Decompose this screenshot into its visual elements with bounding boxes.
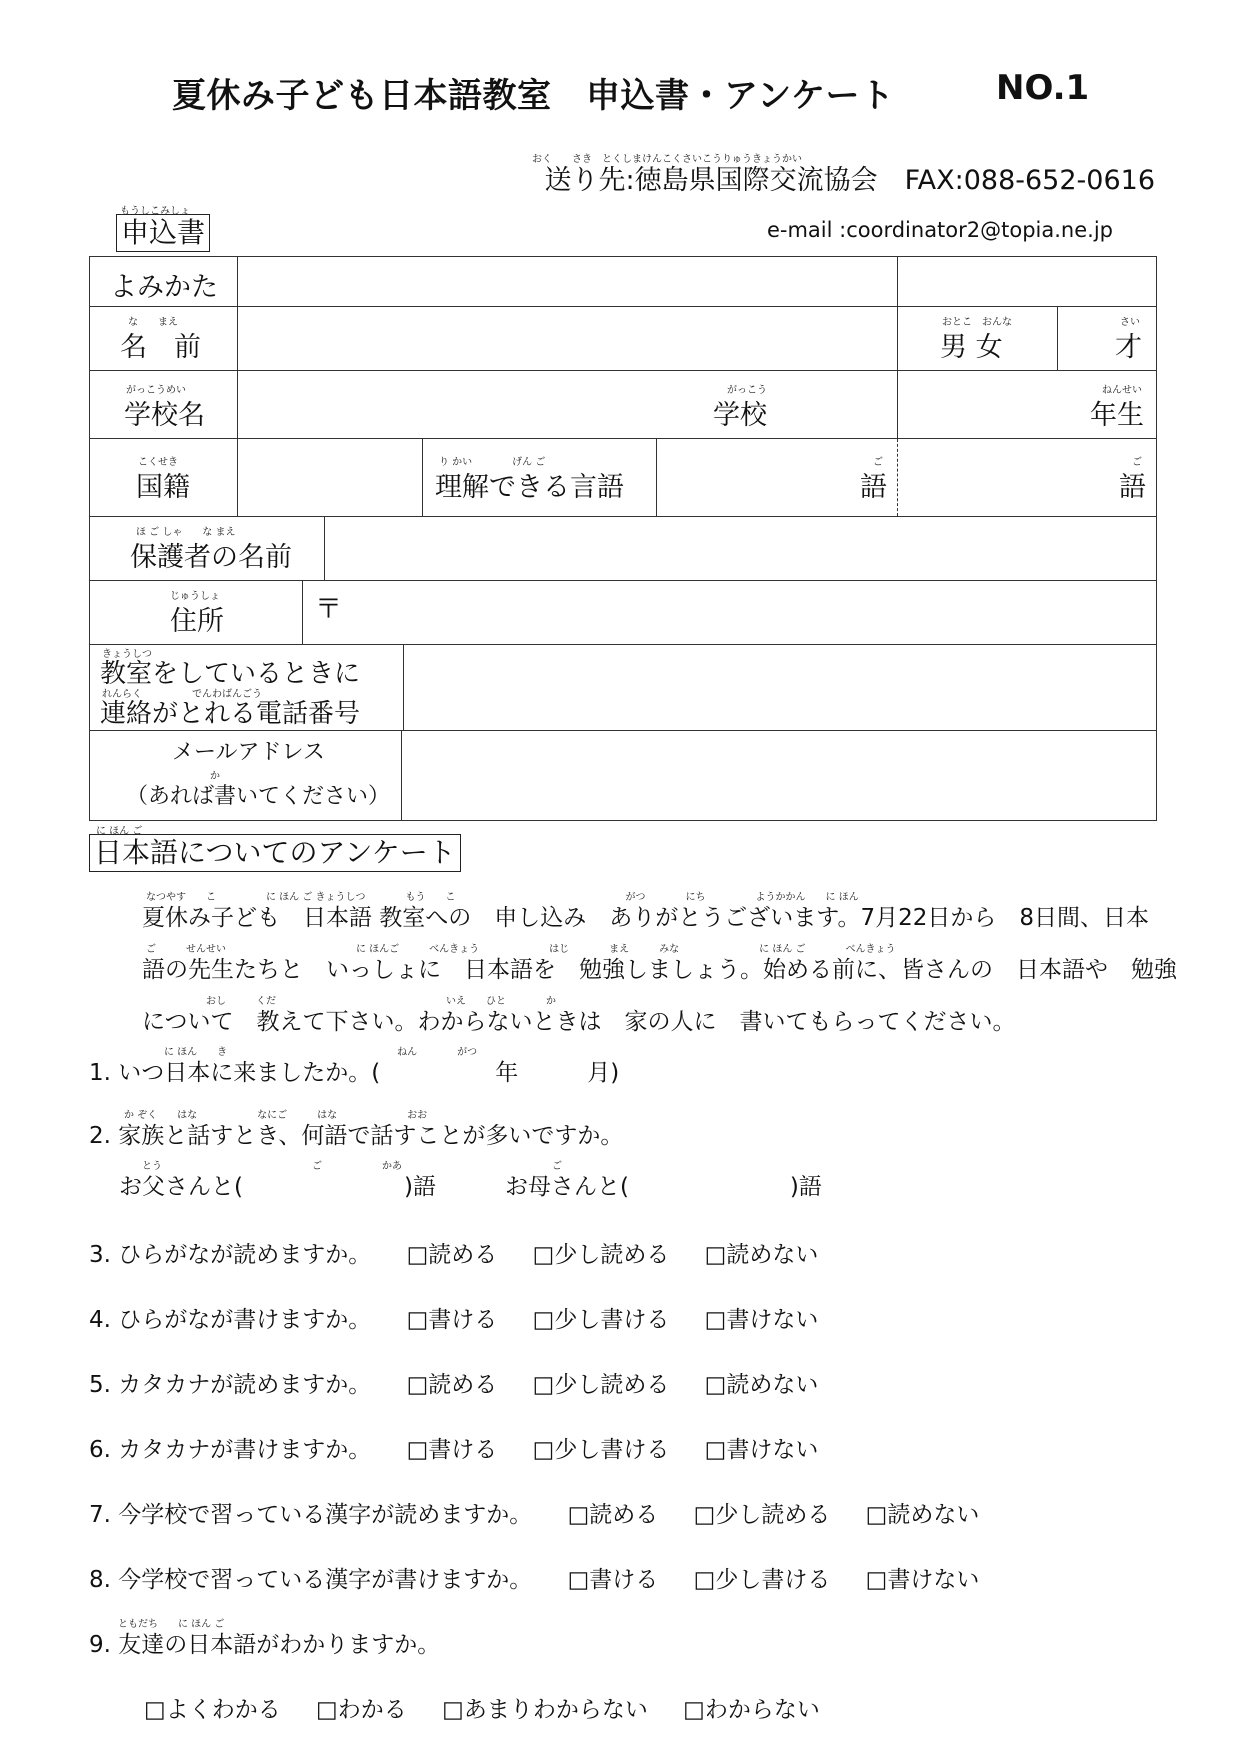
q9-option-not-much[interactable]: □あまりわからない [442,1697,648,1723]
survey-heading-ruby: に ほん ご [96,826,143,837]
row-guardian: ほ ご しゃ な まえ 保護者の名前 [90,517,1156,581]
q5-option-little[interactable]: □少し読める [532,1372,670,1398]
nationality-field[interactable] [238,439,423,516]
nationality-label: 国籍 [136,472,190,503]
q3-option-little[interactable]: □少し読める [532,1242,670,1268]
application-heading-ruby: もうしこみしょ [120,206,190,217]
grade-field[interactable]: ねんせい 年生 [1090,385,1144,431]
school-suffix: 学校 [713,400,767,431]
gender-label: 男 女 [940,332,1003,363]
email-field[interactable] [402,731,1156,820]
address-label: 住所 [170,606,224,637]
guardian-field[interactable] [325,517,1156,580]
question-6: 6. カタカナが書けますか。 □書ける □少し書ける □書けない [89,1431,818,1464]
question-2: 2. 家族と話すとき、何語で話すことが多いですか。 [89,1123,624,1149]
name-label: 名 前 [120,332,201,363]
q5-option-cannot[interactable]: □読めない [704,1372,819,1398]
question-9: 9. 友達の日本語がわかりますか。 [89,1632,441,1658]
form-title: 夏休み子ども日本語教室 申込書・アンケート [172,76,895,116]
yomikata-label: よみかた [110,272,218,303]
q9-option-not-at-all[interactable]: □わからない [683,1697,820,1723]
grade-label: 年生 [1090,400,1144,431]
age-label: 才 [1115,332,1142,363]
q7-option-little[interactable]: □少し読める [693,1502,831,1528]
question-4: 4. ひらがなが書けますか。 □書ける □少し書ける □書けない [89,1301,818,1334]
phone-field[interactable] [404,645,1156,730]
postal-mark: 〒 [315,594,342,625]
language-2-suffix: 語 [1119,472,1146,503]
q8-option-little[interactable]: □少し書ける [693,1567,831,1593]
question-5: 5. カタカナが読めますか。 □読める □少し読める □読めない [89,1366,818,1399]
q3-option-can-read[interactable]: □読める [406,1242,498,1268]
row-nationality: こくせき 国籍 り かい げん ご 理解できる言語 ご 語 ご 語 [90,439,1156,517]
yomikata-field[interactable] [238,257,898,306]
language-1-suffix: 語 [860,472,887,503]
guardian-label: 保護者の名前 [130,542,292,573]
q4-option-can-write[interactable]: □書ける [406,1307,498,1333]
form-number: NO.1 [996,68,1090,108]
gender-field[interactable]: おとこ おんな 男 女 [898,307,1058,370]
address-field[interactable] [303,581,1156,644]
send-to-ruby: おく さき とくしまけんこくさいこうりゅうきょうかい [532,154,802,165]
language-2-field[interactable]: ご 語 [1119,457,1146,503]
yomikata-extra-field[interactable] [898,257,1156,306]
q4-option-cannot[interactable]: □書けない [704,1307,819,1333]
phone-label-line2: 連絡がとれる電話番号 [100,699,361,729]
question-8: 8. 今学校で習っている漢字が書けますか。 □書ける □少し書ける □書けない [89,1561,979,1594]
q6-option-little[interactable]: □少し書ける [532,1437,670,1463]
q8-option-cannot[interactable]: □書けない [865,1567,980,1593]
q9-option-understand[interactable]: □わかる [316,1697,407,1723]
question-9-options [144,1691,820,1724]
application-form [89,256,1157,821]
row-name: な まえ 名 前 おとこ おんな 男 女 さい 才 [90,307,1156,371]
application-heading: 申込書 [116,214,210,252]
send-to-fax: 送り先:徳島県国際交流協会 FAX:088-652-0616 [544,165,1155,196]
q6-option-cannot[interactable]: □書けない [704,1437,819,1463]
language-1-field[interactable]: ご 語 [657,439,898,516]
intro-line-1: 夏休み子ども 日本語 教室への 申し込み ありがとうございます。7月22日から 8日間、日本 [142,905,1150,931]
question-7: 7. 今学校で習っている漢字が読めますか。 □読める □少し読める □読めない [89,1496,979,1529]
row-email: メールアドレス か （あれば書いてください） [90,731,1156,821]
question-3: 3. ひらがなが読めますか。 □読める □少し読める □読めない [89,1236,818,1269]
q9-option-very-well[interactable]: □よくわかる [144,1697,281,1723]
phone-label-line1: 教室をしているときに [100,659,361,689]
mail-note: （あれば書いてください） [126,784,391,809]
question-2-answers[interactable]: お父さんと( )語 お母さんと( )語 [119,1174,822,1200]
row-phone: きょうしつ 教室をしているときに れんらく でんわばんごう 連絡がとれる電話番号 [90,645,1156,731]
q3-option-cannot[interactable]: □読めない [704,1242,819,1268]
mail-label: メールアドレス [172,740,325,765]
survey-heading: 日本語についてのアンケート [89,834,461,872]
intro-line-2: 語の先生たちと いっしょに 日本語を 勉強しましょう。始める前に、皆さんの 日本語や 勉強 [142,957,1177,983]
q5-option-can-read[interactable]: □読める [406,1372,498,1398]
q4-option-little[interactable]: □少し書ける [532,1307,670,1333]
q7-option-can-read[interactable]: □読める [567,1502,659,1528]
contact-email: e-mail :coordinator2@topia.ne.jp [766,218,1113,242]
row-school: がっこうめい 学校名 がっこう 学校 ねんせい 年生 [90,371,1156,439]
school-name-label: 学校名 [124,400,205,431]
intro-line-3: について 教えて下さい。わからないときは 家の人に 書いてもらってください。 [142,1009,1016,1035]
q8-option-can-write[interactable]: □書ける [567,1567,659,1593]
languages-label: 理解できる言語 [435,472,624,503]
row-yomikata [90,257,1156,307]
question-1: 1. いつ日本に来ましたか。( 年 月) [89,1060,620,1086]
q6-option-can-write[interactable]: □書ける [406,1437,498,1463]
school-name-field[interactable]: がっこう 学校 [238,371,898,438]
q7-option-cannot[interactable]: □読めない [865,1502,980,1528]
row-address: じゅうしょ 住所 〒 [90,581,1156,645]
name-field[interactable] [238,307,898,370]
age-field[interactable]: さい 才 [1115,317,1142,363]
